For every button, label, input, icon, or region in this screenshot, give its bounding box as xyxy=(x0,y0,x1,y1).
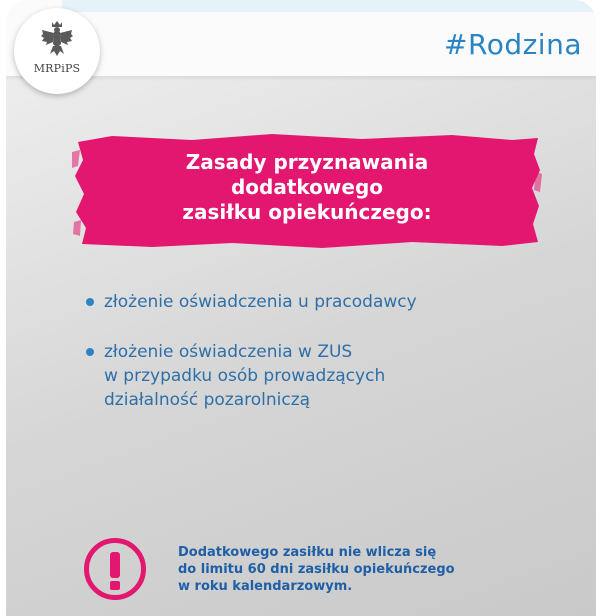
list-item xyxy=(86,290,556,314)
exclamation-point xyxy=(110,581,120,590)
bullet-dot-icon xyxy=(86,348,94,356)
title-banner xyxy=(72,132,542,250)
banner-title-line: dodatkowego xyxy=(230,175,384,199)
banner-title-line: zasiłku opiekuńczego: xyxy=(182,200,432,224)
header-accent-strip xyxy=(62,0,596,12)
list-item-line: działalność pozarolniczą xyxy=(104,390,311,410)
list-item xyxy=(86,340,556,412)
infographic-card xyxy=(6,0,596,616)
bullet-dot-icon xyxy=(86,298,94,306)
notice-line: do limitu 60 dni zasiłku opiekuńczego xyxy=(178,562,455,577)
notice-box xyxy=(84,538,564,608)
notice-text xyxy=(178,544,558,595)
notice-line: w roku kalendarzowym. xyxy=(178,579,353,594)
logo-text: MRPiPS xyxy=(33,62,81,75)
exclamation-bar xyxy=(110,552,120,578)
list-item-line: w przypadku osób prowadzących xyxy=(104,366,386,386)
notice-line: Dodatkowego zasiłku nie wlicza się xyxy=(178,545,437,560)
exclamation-circle-icon xyxy=(84,538,146,600)
eagle-emblem-icon xyxy=(40,20,74,58)
banner-title xyxy=(72,150,542,225)
banner-title-line: Zasady przyznawania xyxy=(185,150,429,174)
ministry-logo xyxy=(14,8,100,94)
list-item-line: złożenie oświadczenia w ZUS xyxy=(104,342,353,362)
hashtag-label: #Rodzina xyxy=(444,28,582,61)
list-item-line: złożenie oświadczenia u pracodawcy xyxy=(104,292,417,312)
rules-list xyxy=(86,290,556,438)
